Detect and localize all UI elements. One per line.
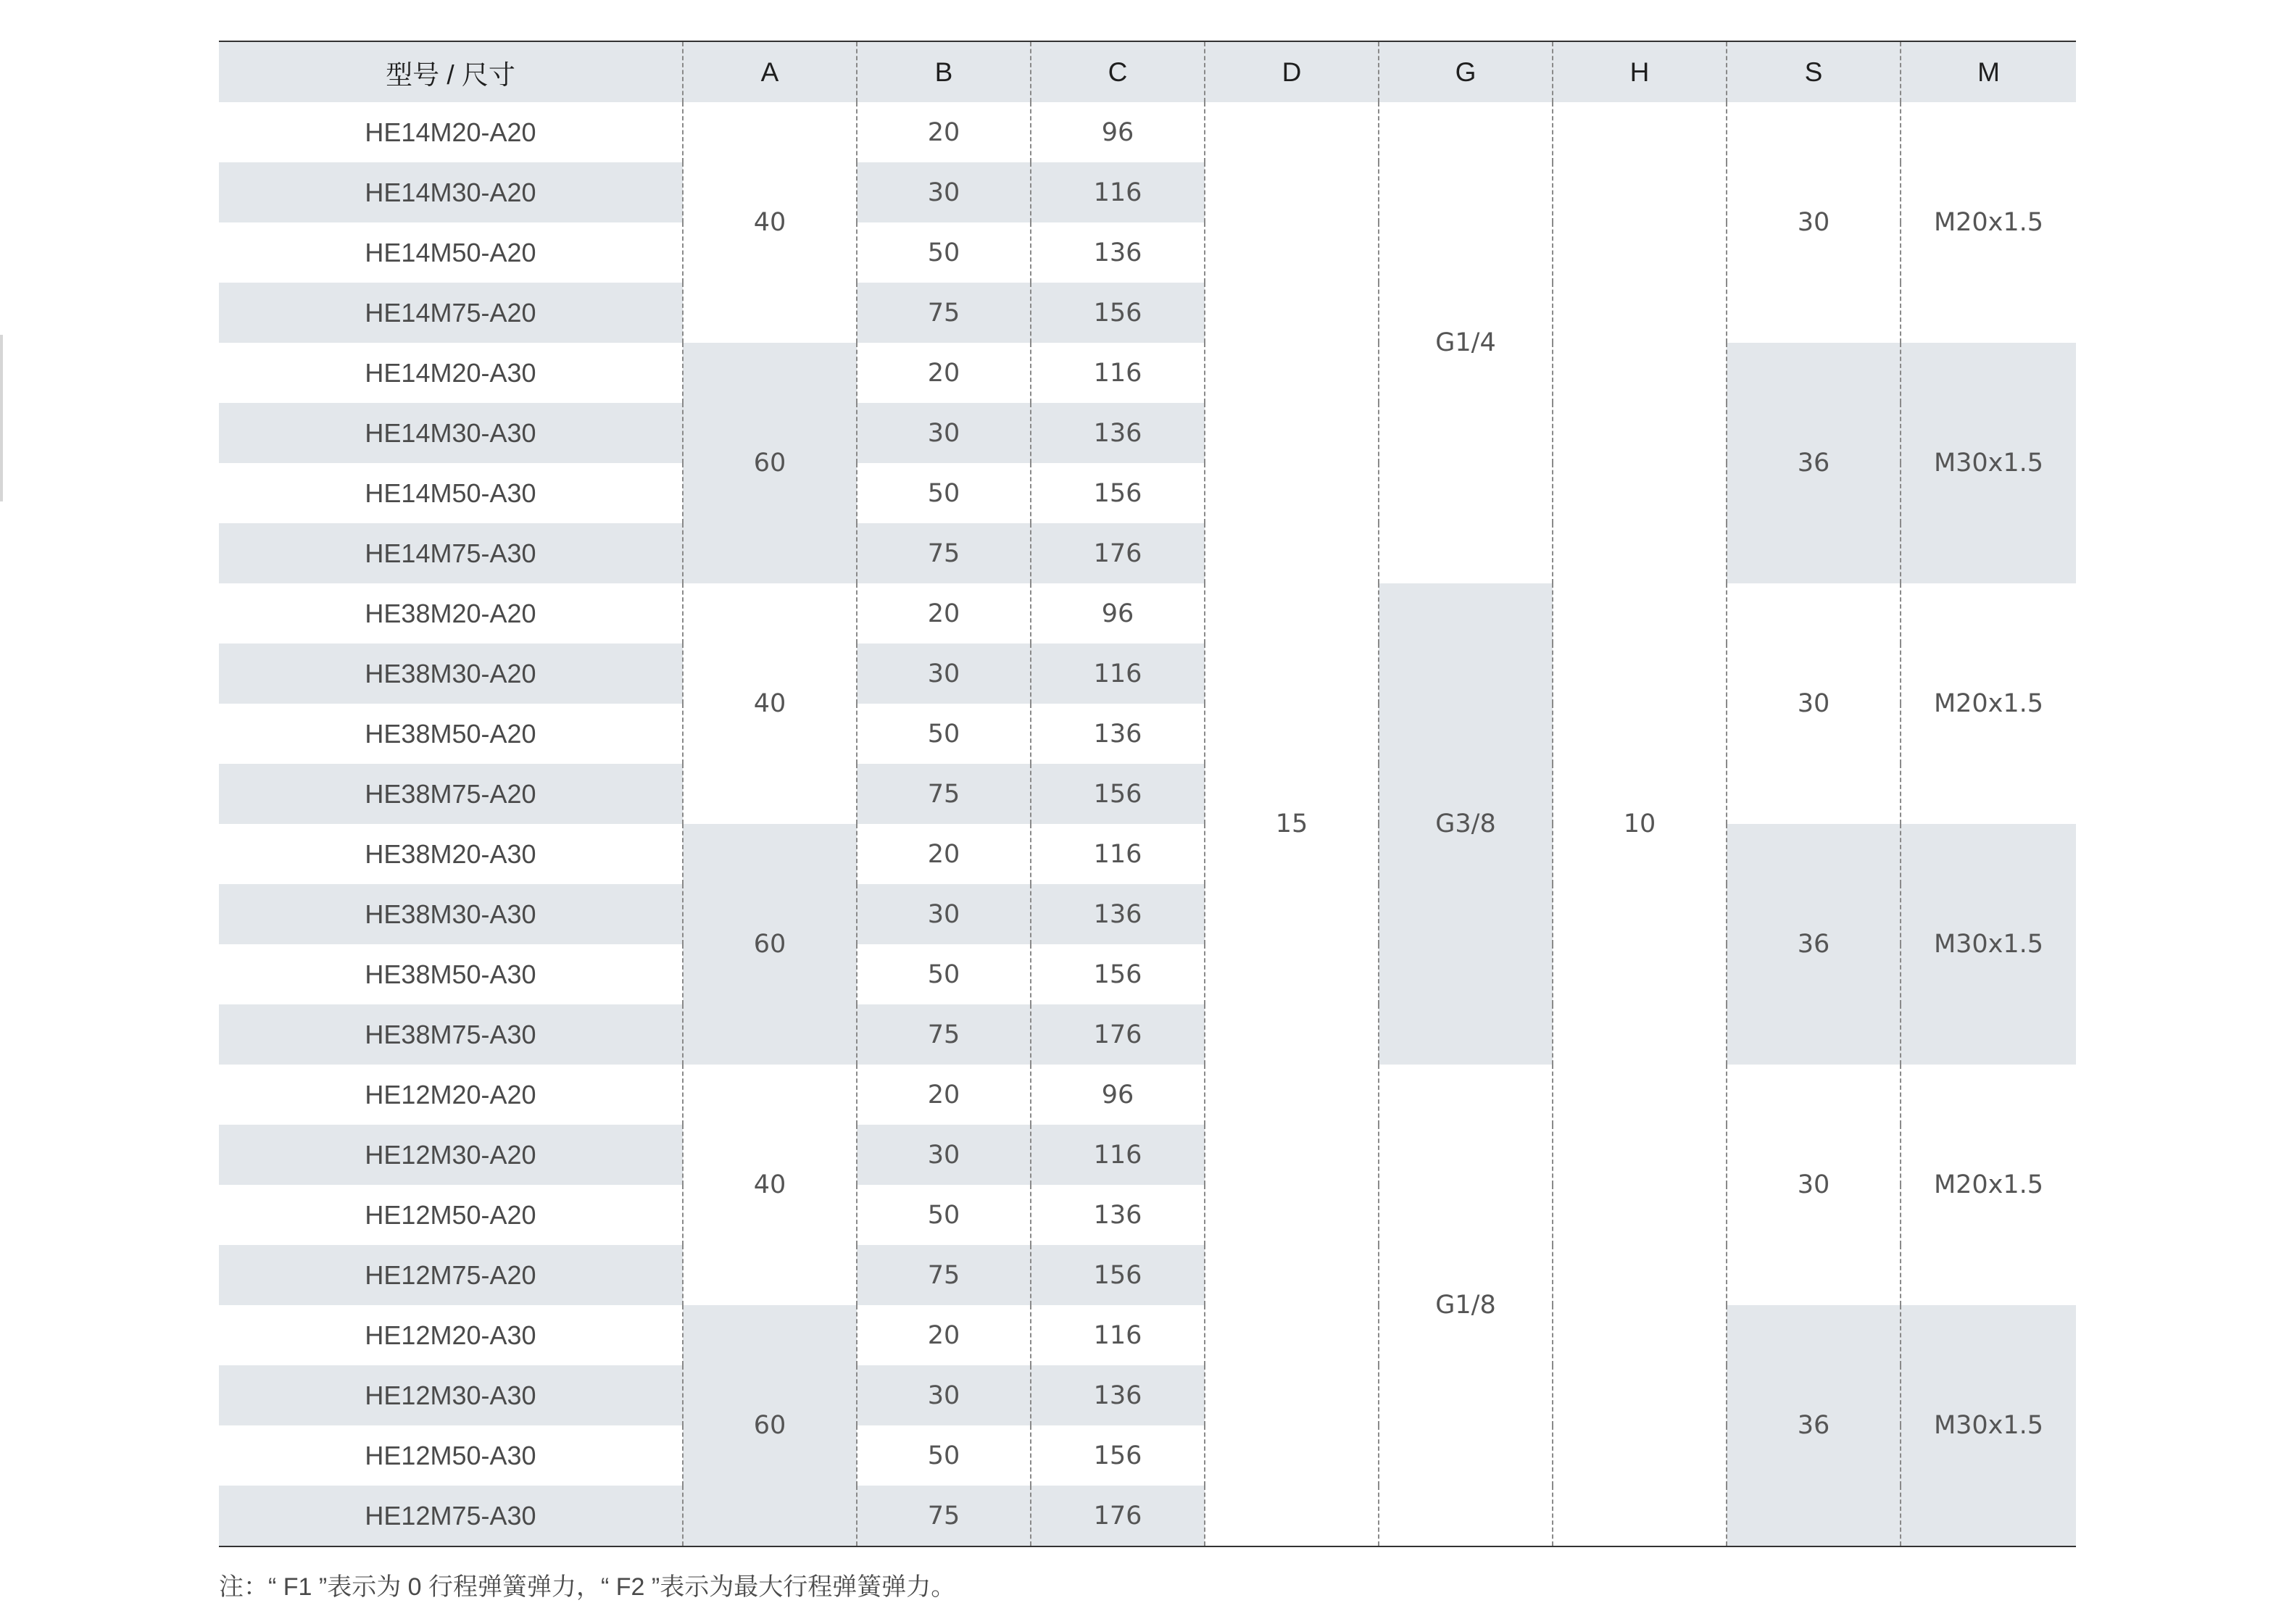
s-cell: 30 <box>1727 1065 1901 1305</box>
header-c: C <box>1031 41 1205 102</box>
header-s: S <box>1727 41 1901 102</box>
b-cell: 75 <box>857 764 1031 824</box>
c-cell: 156 <box>1031 283 1205 343</box>
header-model: 型号 / 尺寸 <box>219 41 683 102</box>
b-cell: 75 <box>857 283 1031 343</box>
table-row <box>219 1305 2076 1365</box>
b-cell: 30 <box>857 162 1031 222</box>
b-cell: 50 <box>857 944 1031 1004</box>
c-cell: 156 <box>1031 1425 1205 1486</box>
a-cell: 60 <box>683 824 857 1065</box>
h-cell: 10 <box>1553 102 1727 1546</box>
table-row <box>219 824 2076 884</box>
header-a: A <box>683 41 857 102</box>
b-cell: 75 <box>857 1004 1031 1065</box>
model-cell: HE14M75-A20 <box>219 283 683 343</box>
c-cell: 116 <box>1031 162 1205 222</box>
a-cell: 60 <box>683 1305 857 1546</box>
model-cell: HE12M20-A30 <box>365 1320 536 1350</box>
b-cell: 20 <box>857 824 1031 884</box>
model-cell: HE12M30-A20 <box>219 1125 683 1185</box>
table-row <box>219 102 2076 162</box>
model-cell: HE12M20-A20 <box>365 1079 536 1109</box>
header-b: B <box>857 41 1031 102</box>
model-cell: HE38M30-A30 <box>219 884 683 944</box>
c-cell: 136 <box>1031 222 1205 283</box>
table-body <box>219 102 2076 1546</box>
header-h: H <box>1553 41 1727 102</box>
b-cell: 20 <box>857 1065 1031 1125</box>
c-cell: 136 <box>1031 704 1205 764</box>
c-cell: 96 <box>1031 583 1205 644</box>
model-cell: HE12M75-A30 <box>219 1486 683 1546</box>
header-d: D <box>1205 41 1379 102</box>
c-cell: 116 <box>1031 343 1205 403</box>
model-cell: HE12M50-A30 <box>365 1440 536 1470</box>
model-cell: HE38M30-A20 <box>219 644 683 704</box>
model-cell: HE38M75-A30 <box>219 1004 683 1065</box>
c-cell: 156 <box>1031 1245 1205 1305</box>
model-cell: HE12M30-A30 <box>219 1365 683 1425</box>
m-cell: M20x1.5 <box>1901 583 2076 824</box>
b-cell: 75 <box>857 523 1031 583</box>
a-cell: 40 <box>683 1065 857 1305</box>
c-cell: 136 <box>1031 884 1205 944</box>
b-cell: 50 <box>857 463 1031 523</box>
model-cell: HE38M50-A20 <box>365 718 536 749</box>
a-cell: 40 <box>683 583 857 824</box>
c-cell: 116 <box>1031 1125 1205 1185</box>
model-cell: HE14M20-A20 <box>365 117 536 147</box>
model-cell: HE12M75-A20 <box>219 1245 683 1305</box>
m-cell: M30x1.5 <box>1901 824 2076 1065</box>
b-cell: 20 <box>857 102 1031 162</box>
model-cell: HE14M30-A30 <box>219 403 683 463</box>
c-cell: 156 <box>1031 463 1205 523</box>
table-row <box>219 343 2076 403</box>
header-g: G <box>1379 41 1553 102</box>
g-cell: G1/4 <box>1379 102 1553 583</box>
s-cell: 36 <box>1727 343 1901 583</box>
g-cell: G1/8 <box>1379 1065 1553 1546</box>
table-row <box>219 1065 2076 1125</box>
b-cell: 30 <box>857 403 1031 463</box>
c-cell: 96 <box>1031 102 1205 162</box>
g-cell: G3/8 <box>1379 583 1553 1065</box>
model-cell: HE14M75-A30 <box>219 523 683 583</box>
d-cell: 15 <box>1205 102 1379 1546</box>
b-cell: 50 <box>857 704 1031 764</box>
table-header <box>219 41 2076 102</box>
b-cell: 50 <box>857 222 1031 283</box>
header-m: M <box>1901 41 2076 102</box>
b-cell: 75 <box>857 1486 1031 1546</box>
spec-table <box>219 41 2076 1547</box>
m-cell: M20x1.5 <box>1901 102 2076 343</box>
model-cell: HE14M50-A20 <box>365 237 536 267</box>
a-cell: 60 <box>683 343 857 583</box>
c-cell: 116 <box>1031 1305 1205 1365</box>
c-cell: 156 <box>1031 944 1205 1004</box>
header-row <box>219 41 2076 102</box>
c-cell: 96 <box>1031 1065 1205 1125</box>
b-cell: 50 <box>857 1425 1031 1486</box>
b-cell: 20 <box>857 343 1031 403</box>
m-cell: M30x1.5 <box>1901 343 2076 583</box>
c-cell: 136 <box>1031 403 1205 463</box>
model-cell: HE14M50-A30 <box>365 478 536 508</box>
model-cell: HE12M50-A20 <box>365 1199 536 1230</box>
s-cell: 36 <box>1727 1305 1901 1546</box>
c-cell: 116 <box>1031 824 1205 884</box>
c-cell: 176 <box>1031 1486 1205 1546</box>
left-margin-rule <box>0 335 3 501</box>
model-cell: HE38M50-A30 <box>365 959 536 989</box>
model-cell: HE38M20-A20 <box>365 598 536 628</box>
s-cell: 30 <box>1727 583 1901 824</box>
a-cell: 40 <box>683 102 857 343</box>
c-cell: 136 <box>1031 1185 1205 1245</box>
model-cell: HE14M30-A20 <box>219 162 683 222</box>
b-cell: 30 <box>857 644 1031 704</box>
b-cell: 30 <box>857 1365 1031 1425</box>
s-cell: 36 <box>1727 824 1901 1065</box>
b-cell: 20 <box>857 1305 1031 1365</box>
b-cell: 50 <box>857 1185 1031 1245</box>
c-cell: 176 <box>1031 1004 1205 1065</box>
s-cell: 30 <box>1727 102 1901 343</box>
c-cell: 176 <box>1031 523 1205 583</box>
b-cell: 20 <box>857 583 1031 644</box>
model-cell: HE38M75-A20 <box>219 764 683 824</box>
table-row <box>219 583 2076 644</box>
c-cell: 136 <box>1031 1365 1205 1425</box>
model-cell: HE14M20-A30 <box>365 357 536 388</box>
c-cell: 156 <box>1031 764 1205 824</box>
m-cell: M20x1.5 <box>1901 1065 2076 1305</box>
m-cell: M30x1.5 <box>1901 1305 2076 1546</box>
c-cell: 116 <box>1031 644 1205 704</box>
b-cell: 30 <box>857 884 1031 944</box>
model-cell: HE38M20-A30 <box>365 838 536 869</box>
footnote: 注：“ F1 ”表示为 0 行程弹簧弹力，“ F2 ”表示为最大行程弹簧弹力。 <box>219 1573 956 1601</box>
b-cell: 75 <box>857 1245 1031 1305</box>
b-cell: 30 <box>857 1125 1031 1185</box>
